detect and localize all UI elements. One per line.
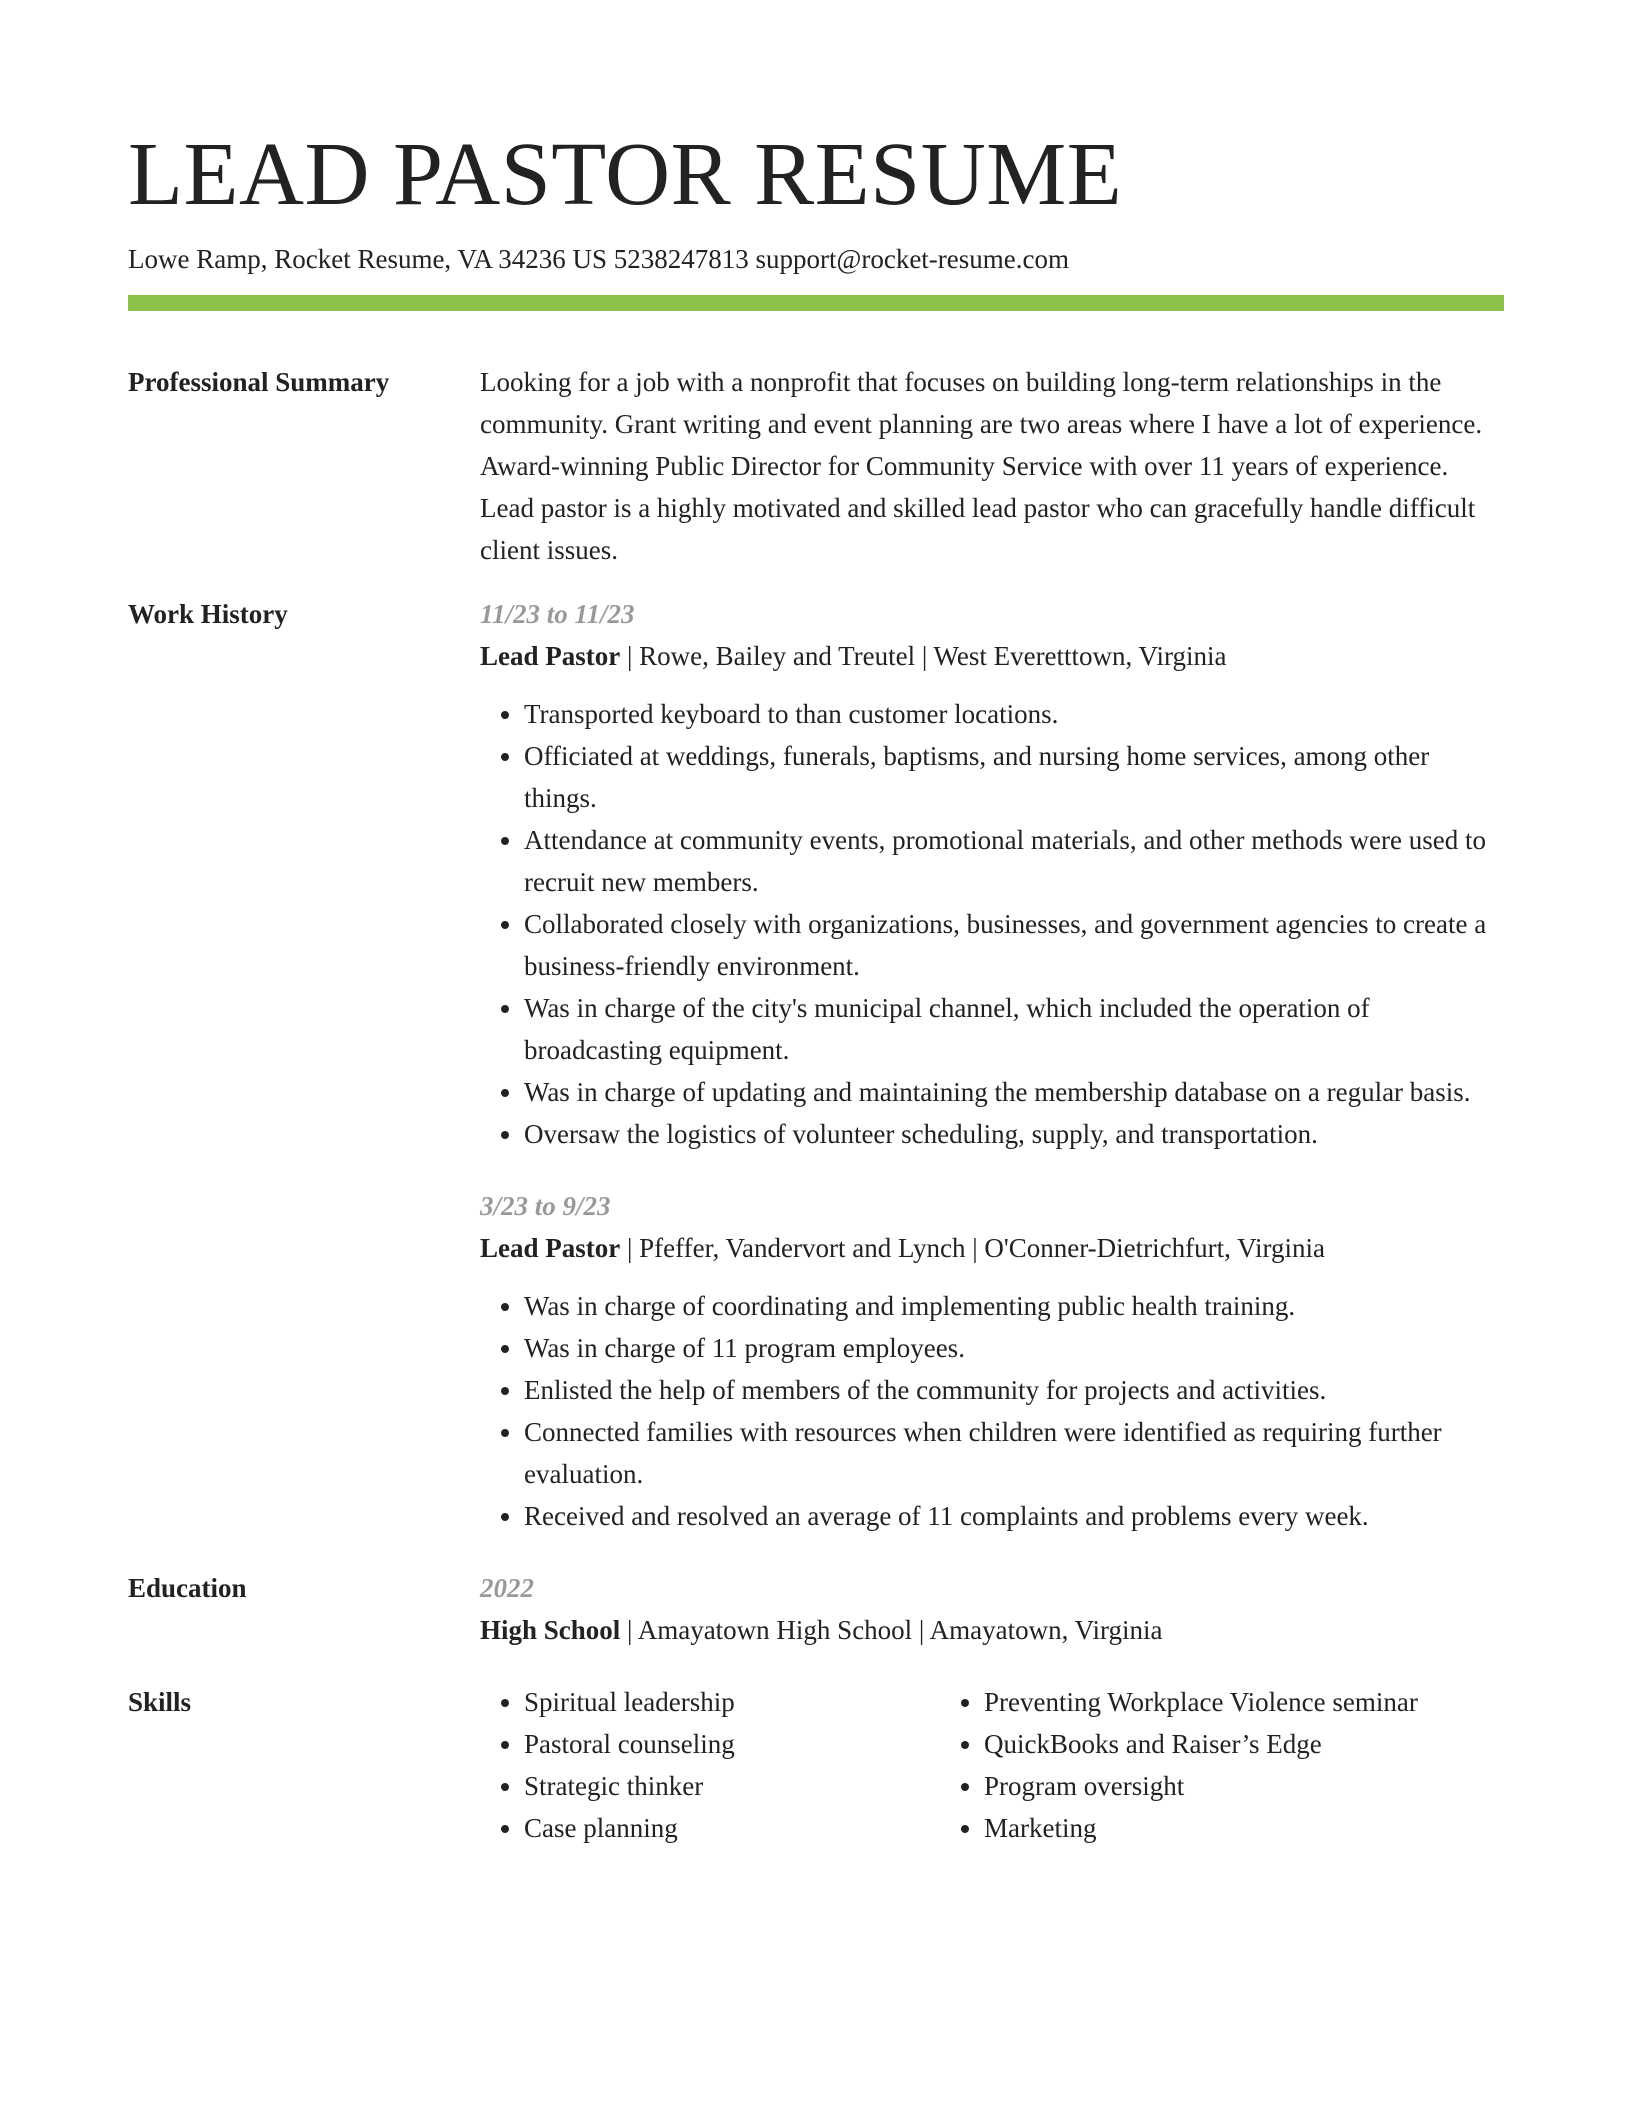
job-bullets xyxy=(480,1285,1504,1537)
job-entry xyxy=(480,593,1504,1155)
list-item: • Was in charge of coordinating and implementing public health training. xyxy=(524,1285,1504,1327)
accent-divider xyxy=(128,295,1504,311)
job-bullets xyxy=(480,693,1504,1155)
skills-body xyxy=(480,1681,1504,1849)
list-item: • Was in charge of 11 program employees. xyxy=(524,1327,1504,1369)
section-title-summary: Professional Summary xyxy=(128,367,390,398)
section-professional-summary xyxy=(128,361,1504,571)
list-item: • Received and resolved an average of 11 complaints and problems every week. xyxy=(524,1495,1504,1537)
list-item: • Transported keyboard to than customer locations. xyxy=(524,693,1504,735)
section-skills xyxy=(128,1681,1504,1849)
list-item: • Enlisted the help of members of the community for projects and activities. xyxy=(524,1369,1504,1411)
work-body xyxy=(480,593,1504,1537)
skill-item: • Case planning xyxy=(524,1807,940,1849)
list-item: • Attendance at community events, promotional materials, and other methods were used to recruit new members. xyxy=(524,819,1504,903)
skill-item: • Strategic thinker xyxy=(524,1765,940,1807)
education-body xyxy=(480,1567,1504,1651)
skills-column-1 xyxy=(480,1681,940,1849)
summary-body xyxy=(480,361,1504,571)
job-details: | Rowe, Bailey and Treutel | West Everetttown, Virginia xyxy=(620,641,1227,672)
skill-item: • Program oversight xyxy=(984,1765,1418,1807)
list-item: • Connected families with resources when children were identified as requiring further evaluation. xyxy=(524,1411,1504,1495)
education-date: 2022 xyxy=(480,1573,534,1604)
list-item: • Was in charge of the city's municipal channel, which included the operation of broadcasting equipment. xyxy=(524,987,1504,1071)
job-entry xyxy=(480,1185,1504,1537)
education-degree: High School xyxy=(480,1615,621,1646)
list-item: • Collaborated closely with organizations, businesses, and government agencies to create a business-friendly environment. xyxy=(524,903,1504,987)
resume-title: LEAD PASTOR RESUME xyxy=(128,125,1123,224)
job-role: Lead Pastor xyxy=(480,641,621,672)
section-title-skills: Skills xyxy=(128,1687,192,1718)
section-title-work: Work History xyxy=(128,599,288,630)
list-item: • Was in charge of updating and maintaining the membership database on a regular basis. xyxy=(524,1071,1504,1113)
job-role: Lead Pastor xyxy=(480,1233,621,1264)
skill-item: • Spiritual leadership xyxy=(524,1681,940,1723)
job-heading xyxy=(480,1227,1504,1269)
education-heading xyxy=(480,1609,1504,1651)
skill-item: • Preventing Workplace Violence seminar xyxy=(984,1681,1418,1723)
skills-column-2 xyxy=(940,1681,1418,1849)
section-title-education: Education xyxy=(128,1573,247,1604)
job-details: | Pfeffer, Vandervort and Lynch | O'Conner-Dietrichfurt, Virginia xyxy=(620,1233,1325,1264)
job-heading xyxy=(480,635,1504,677)
list-item: • Oversaw the logistics of volunteer scheduling, supply, and transportation. xyxy=(524,1113,1504,1155)
contact-line: Lowe Ramp, Rocket Resume, VA 34236 US 5238247813 support@rocket-resume.com xyxy=(128,244,1070,274)
skill-item: • Pastoral counseling xyxy=(524,1723,940,1765)
skill-item: • QuickBooks and Raiser’s Edge xyxy=(984,1723,1418,1765)
education-details: | Amayatown High School | Amayatown, Virginia xyxy=(620,1615,1163,1646)
summary-text: Looking for a job with a nonprofit that focuses on building long-term relationships in the community. Grant writing and event planning are two areas where I have a lot of experience. Award-winning Public Director for Community Service with over 11 years of experience. Lead pastor is a highly motivated and skilled lead pastor who can gracefully handle difficult client issues. xyxy=(480,367,1483,566)
section-work-history xyxy=(128,593,1504,1537)
skill-item: • Marketing xyxy=(984,1807,1418,1849)
section-education xyxy=(128,1567,1504,1651)
job-dates: 11/23 to 11/23 xyxy=(480,599,635,630)
list-item: • Officiated at weddings, funerals, baptisms, and nursing home services, among other things. xyxy=(524,735,1504,819)
job-dates: 3/23 to 9/23 xyxy=(480,1191,611,1222)
